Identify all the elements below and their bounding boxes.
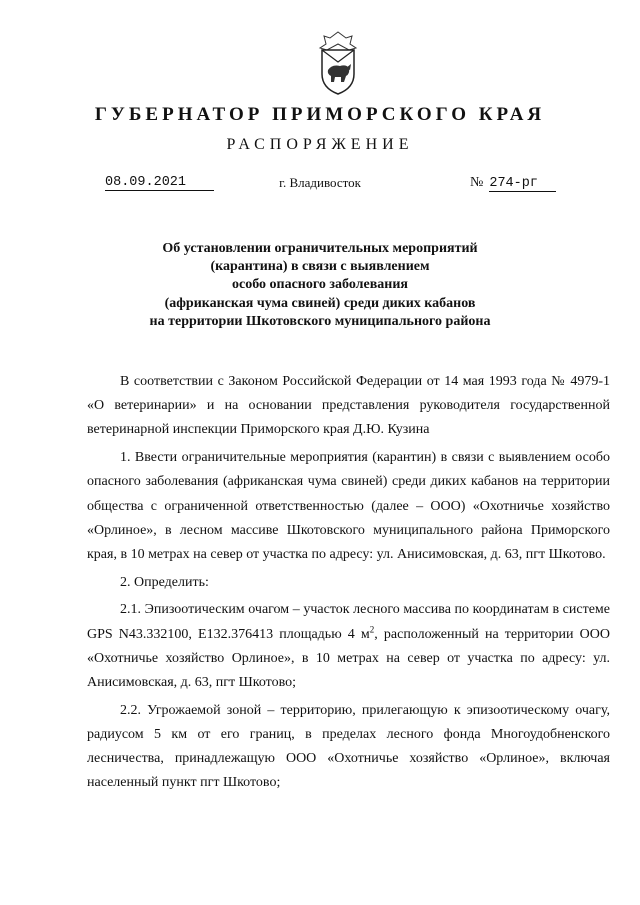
paragraph-2-2: 2.2. Угрожаемой зоной – территорию, прилегающую к эпизоотическому очагу, радиусом 5 км от его границ, в пределах лесного фонда Многоудобненского лесничества, принадлежащую ООО «Охотничье хозяйство «Орлиное», включая населенный пункт пгт Шкотово; [87,702,610,791]
paragraph-preamble: В соответствии с Законом Российской Федерации от 14 мая 1993 года № 4979-1 «О ветеринарии» и на основании представления руководителя государственной ветеринарной инспекции Приморского края Д.Ю. Кузина [87,374,610,438]
document-type: РАСПОРЯЖЕНИЕ [226,136,414,153]
title-line: на территории Шкотовского муниципального района [149,313,491,329]
paragraph-2: 2. Определить: [120,574,209,590]
document-title [0,240,640,331]
document-city: г. Владивосток [279,175,361,190]
number-sign: № [470,175,484,190]
paragraph-2-1-after: , расположенный на территории ООО «Охотничье хозяйство Орлиное», в 10 метрах на север от участка по адресу: ул. Анисимовская, д. 63, пгт Шкотово; [87,626,610,690]
document-date: 08.09.2021 [105,175,214,191]
paragraph-2-1-before: 2.1. Эпизоотическим очагом – участок лесного массива по координатам в системе GPS N43.332100, E132.376413 площадью 4 м [87,602,610,642]
document-number: 274-рг [489,176,556,192]
authority-heading: ГУБЕРНАТОР ПРИМОРСКОГО КРАЯ [94,104,546,125]
paragraph-2-1 [87,598,610,695]
title-line: (африканская чума свиней) среди диких кабанов [164,295,476,311]
superscript-two: 2 [369,623,375,634]
title-line: Об установлении ограничительных мероприятий [162,241,478,256]
paragraph-1: 1. Ввести ограничительные мероприятия (карантин) в связи с выявлением особо опасного заболевания (африканская чума свиней) среди диких кабанов на территории общества с ограниченной ответственностью (далее – ООО) «Охотничье хозяйство «Орлиное», в лесном массиве Шкотовского муниципального района Приморского края, в 10 метрах на север от участка по адресу: ул. Анисимовская, д. 63, пгт Шкотово. [87,450,610,562]
title-line: особо опасного заболевания [232,277,408,293]
coat-of-arms-emblem [316,30,360,96]
document-body [87,370,610,799]
document-number-block [470,175,556,191]
title-line: (карантина) в связи с выявлением [210,259,430,275]
